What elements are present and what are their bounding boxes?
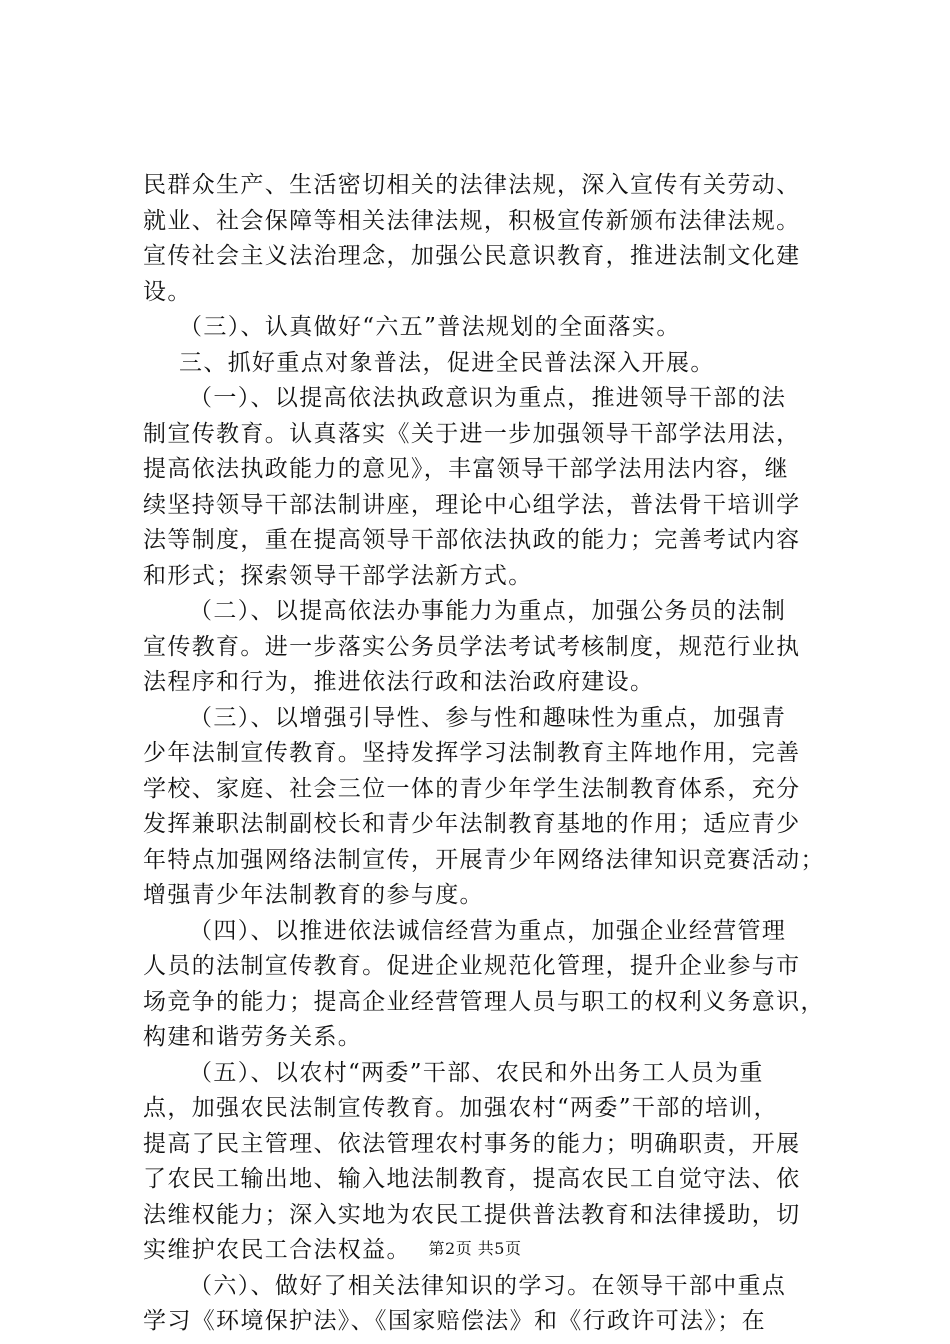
text-line: 人员的法制宣传教育。促进企业规范化管理，提升企业参与市: [143, 953, 801, 979]
paragraph-start: （三）、以增强引导性、参与性和趣味性为重点，加强青: [189, 704, 787, 731]
paragraph-start: （二）、以提高依法办事能力为重点，加强公务员的法制: [189, 598, 787, 624]
text-line: 法程序和行为，推进依法行政和法治政府建设。: [143, 669, 655, 695]
text-line: 宣传教育。进一步落实公务员学法考试考核制度，规范行业执: [143, 633, 801, 660]
text-line: 续坚持领导干部法制讲座，理论中心组学法，普法骨干培训学: [143, 491, 801, 518]
text-line: 少年法制宣传教育。坚持发挥学习法制教育主阵地作用，完善: [143, 740, 801, 766]
section-heading: （三）、认真做好“六五”普法规划的全面落实。: [179, 314, 681, 340]
text-line: 法等制度，重在提高领导干部依法执政的能力；完善考试内容: [143, 527, 801, 553]
text-line: 年特点加强网络法制宣传，开展青少年网络法律知识竞赛活动；: [143, 846, 825, 873]
text-line: 学习《环境保护法》、《国家赔偿法》和《行政许可法》；在: [143, 1308, 766, 1334]
text-line: 宣传社会主义法治理念，加强公民意识教育，推进法制文化建: [143, 243, 801, 269]
text-line: 设。: [143, 278, 192, 305]
text-line: 民群众生产、生活密切相关的法律法规，深入宣传有关劳动、: [143, 172, 801, 198]
text-line: 发挥兼职法制副校长和青少年法制教育基地的作用；适应青少: [143, 811, 801, 837]
section-heading: 三、抓好重点对象普法，促进全民普法深入开展。: [179, 349, 715, 376]
text-line: 提高了民主管理、依法管理农村事务的能力；明确职责，开展: [143, 1130, 801, 1157]
text-line: 了农民工输出地、输入地法制教育，提高农民工自觉守法、依: [143, 1166, 801, 1192]
text-line: 制宣传教育。认真落实《关于进一步加强领导干部学法用法，: [143, 420, 801, 447]
text-line: 和形式；探索领导干部学法新方式。: [143, 562, 533, 589]
text-line: 就业、社会保障等相关法律法规，积极宣传新颁布法律法规。: [143, 207, 801, 234]
text-line: 构建和谐劳务关系。: [143, 1024, 363, 1050]
paragraph-start: （六）、做好了相关法律知识的学习。在领导干部中重点: [189, 1272, 787, 1299]
page-number-footer: 第2页 共5页: [428, 1239, 522, 1258]
paragraph-start: （一）、以提高依法执政意识为重点，推进领导干部的法: [189, 385, 787, 411]
text-line: 法维权能力；深入实地为农民工提供普法教育和法律援助，切: [143, 1201, 801, 1228]
document-body: [143, 168, 833, 1340]
paragraph-start: （四）、以推进依法诚信经营为重点，加强企业经营管理: [189, 917, 787, 944]
paragraph-start: （五）、以农村“两委”干部、农民和外出务工人员为重: [189, 1059, 764, 1086]
text-line: 点，加强农民法制宣传教育。加强农村“两委”干部的培训，: [143, 1095, 778, 1121]
text-line: 实维护农民工合法权益。: [143, 1237, 411, 1263]
text-line: 提高依法执政能力的意见》，丰富领导干部学法用法内容，继: [143, 456, 789, 482]
text-line: 学校、家庭、社会三位一体的青少年学生法制教育体系，充分: [143, 775, 801, 802]
text-line: 增强青少年法制教育的参与度。: [143, 882, 484, 908]
text-line: 场竞争的能力；提高企业经营管理人员与职工的权利义务意识，: [143, 988, 825, 1015]
